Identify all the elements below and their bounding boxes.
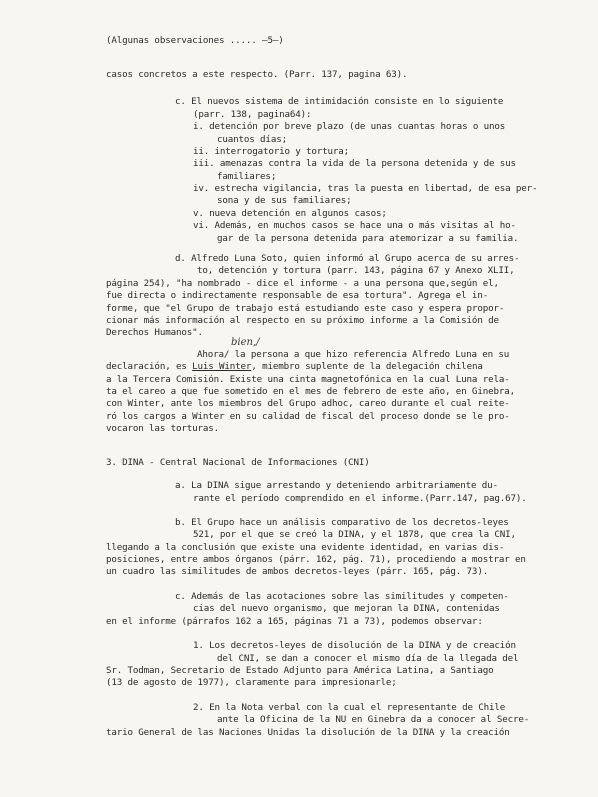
item-d-line: forme, que "el Grupo de trabajo está estudiando este caso y espera propor- bbox=[106, 303, 505, 314]
handwritten-annotation: bien,/ bbox=[231, 337, 260, 348]
luna-paragraph-line: a la Tercera Comisión. Existe una cinta magnetofónica en la cual Luna rela- bbox=[106, 374, 510, 385]
section-3-heading: 3. DINA - Central Nacional de Informaciones (CNI) bbox=[106, 457, 370, 468]
item-d-line: to, detención y tortura (parr. 143, página 67 y Anexo XLII, bbox=[197, 265, 515, 276]
item-c-line: iv. estrecha vigilancia, tras la puesta en libertad, de esa per- bbox=[193, 183, 538, 194]
item-c-line: v. nueva detención en algunos casos; bbox=[193, 208, 387, 219]
item-d-line: página 254), "ha nombrado - dice el informe - a una persona que,según el, bbox=[106, 278, 499, 289]
item-c-line: i. detención por breve plazo (de unas cuantas horas o unos bbox=[193, 121, 506, 132]
item-d-line: d. Alfredo Luna Soto, quien informó al Grupo acerca de su arres- bbox=[175, 253, 520, 264]
section-3-c-line: en el informe (párrafos 162 a 165, páginas 71 a 73), podemos observar: bbox=[106, 616, 483, 627]
section-3-c-line: c. Además de las acotaciones sobre las similitudes y competen- bbox=[175, 591, 509, 602]
section-3-c2-line: tario General de las Naciones Unidas la disolución de la DINA y la creación bbox=[106, 727, 510, 738]
luna-paragraph-line: declaración, es Luis Winter, miembro suplente de la delegación chilena bbox=[106, 361, 483, 372]
item-d-line: fue directa o indirectamente responsable de esa tortura". Agrega el in- bbox=[106, 290, 489, 301]
section-3-c1-line: Sr. Todman, Secretario de Estado Adjunto para América Latina, a Santiago bbox=[106, 665, 494, 676]
intro-line: casos concretos a este respecto. (Parr. 137, pagina 63). bbox=[106, 69, 408, 80]
section-3-c1-line: (13 de agosto de 1977), claramente para impresionarle; bbox=[106, 677, 397, 688]
section-3-c1-line: del CNI, se dan a conocer el mismo día de la llegada del bbox=[217, 653, 519, 664]
luna-paragraph-line: ta el careo a que fue sometido en el mes de febrero de este año, en Ginebra, bbox=[106, 386, 515, 397]
section-3-a-line: rante el período comprendido en el informe.(Parr.147, pag.67). bbox=[193, 493, 527, 504]
section-3-b-line: b. El Grupo hace un análisis comparativo de los decretos-leyes bbox=[175, 517, 509, 528]
luna-paragraph-line: ró los cargos a Winter en su calidad de fiscal del proceso donde se le pro- bbox=[106, 411, 510, 422]
section-3-c2-line: ante la Oficina de la NU en Ginebra da a conocer al Secre- bbox=[217, 714, 530, 725]
item-c-line: familiares; bbox=[217, 171, 277, 182]
item-c-line: (parr. 138, pagina64): bbox=[193, 109, 312, 120]
item-c-line: ii. interrogatorio y tortura; bbox=[193, 146, 350, 157]
luna-paragraph-line: vocaron las torturas. bbox=[106, 423, 220, 434]
section-3-c-line: cias del nuevo organismo, que mejoran la DINA, contenidas bbox=[193, 603, 500, 614]
item-c-line: c. El nuevos sistema de intimidación consiste en lo siguiente bbox=[175, 96, 504, 107]
item-c-line: sona y de sus familiares; bbox=[217, 195, 352, 206]
item-c-line: vi. Además, en muchos casos se hace una o más visitas al ho- bbox=[193, 220, 516, 231]
luna-paragraph-line: Ahora/ la persona a que hizo referencia Alfredo Luna en su bbox=[197, 349, 510, 360]
section-3-b-line: posiciones, entre ambos órganos (párr. 162, pág. 71), procediendo a mostrar en bbox=[106, 554, 526, 565]
item-c-line: gar de la persona detenida para atemorizar a su familia. bbox=[217, 233, 519, 244]
item-d-line: cionar más información al respecto en su próximo informe a la Comisión de bbox=[106, 315, 499, 326]
section-3-a-line: a. La DINA sigue arrestando y deteniendo arbitrariamente du- bbox=[175, 480, 498, 491]
luna-paragraph-line: con Winter, ante los miembros del Grupo adhoc, careo durante el cual reite- bbox=[106, 398, 510, 409]
item-c-line: cuantos días; bbox=[217, 134, 287, 145]
item-c-line: iii. amenazas contra la vida de la persona detenida y de sus bbox=[193, 158, 516, 169]
section-3-c2-line: 2. En la Nota verbal con la cual el representante de Chile bbox=[193, 702, 506, 713]
section-3-b-line: un cuadro las similitudes de ambos decretos-leyes (párr. 165, pág. 73). bbox=[106, 566, 489, 577]
section-3-b-line: llegando a la conclusión que existe una evidente identidad, en varias dis- bbox=[106, 542, 505, 553]
page-header: (Algunas observaciones ..... —5—) bbox=[106, 35, 284, 46]
section-3-c1-line: 1. Los decretos-leyes de disolución de la DINA y de creación bbox=[193, 640, 516, 651]
underlined-name: Luis Winter bbox=[192, 361, 252, 372]
section-3-b-line: 521, por el que se creó la DINA, y el 1878, que crea la CNI, bbox=[193, 529, 516, 540]
item-d-line: Derechos Humanos". bbox=[106, 327, 203, 338]
